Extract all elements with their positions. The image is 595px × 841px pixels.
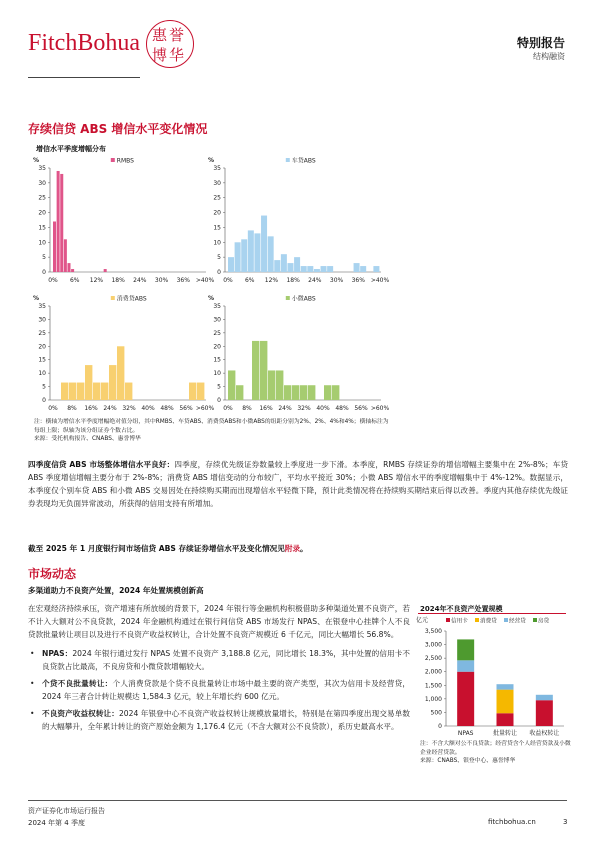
histogram-bar <box>236 385 243 400</box>
x-tick-label: 24% <box>278 405 292 412</box>
seal-logo <box>146 20 196 70</box>
y-tick-label: 20 <box>213 209 221 217</box>
legend-label: 房贷 <box>538 618 550 625</box>
y-tick-label: 15 <box>213 224 221 232</box>
section-subtitle: 多渠道助力不良资产处置，2024 年处置规模创新高 <box>28 586 204 595</box>
x-tick-label: 24% <box>308 277 322 284</box>
seal-text-top: 惠誉 <box>152 26 187 44</box>
y-tick-label: 5 <box>217 383 221 391</box>
footer-period: 2024 年第 4 季度 <box>28 819 85 827</box>
y-tick-label: 3,500 <box>424 628 442 635</box>
histogram-bar <box>321 266 327 272</box>
footer-divider <box>28 800 567 801</box>
x-tick-label: 32% <box>122 405 136 412</box>
report-subtitle: 结构融资 <box>533 52 565 61</box>
histogram-bar <box>125 383 132 400</box>
bullet-text: 个人消费贷款是个贷不良批量转让市场中最主要的资产类型，其次为信用卡及经营贷，2024 年三者合计转让规模达 1,584.3 亿元，较上年增长约 600 亿元。 <box>42 679 410 701</box>
paragraph-q4-summary <box>28 458 568 510</box>
y-tick-label: 25 <box>38 329 46 337</box>
histogram-bar <box>77 383 84 400</box>
figure-title: 增信水平季度增幅分布 <box>36 145 106 153</box>
histogram-bar <box>314 269 320 272</box>
y-tick-label: 30 <box>213 316 221 324</box>
x-tick-label: 12% <box>264 277 279 284</box>
bullet-lead: 个贷不良批量转让： <box>42 679 113 688</box>
x-tick-label: 36% <box>176 277 190 284</box>
y-tick-label: 1,000 <box>424 695 442 703</box>
legend-swatch <box>475 618 479 622</box>
y-tick-label: 0 <box>42 397 46 404</box>
legend-label: 消费贷 <box>480 618 497 625</box>
x-tick-label: 16% <box>259 405 273 412</box>
legend-label: RMBS <box>116 157 134 165</box>
x-tick-label: 40% <box>141 405 155 412</box>
bar-chart-note <box>420 740 572 766</box>
appendix-link[interactable]: 附录 <box>284 544 301 553</box>
bar-chart-title: 2024年不良资产处置规模 <box>420 605 503 613</box>
histogram-bar <box>228 370 235 400</box>
y-tick-label: 1,500 <box>424 682 442 690</box>
legend-swatch <box>286 296 290 300</box>
histogram-bar <box>294 257 300 272</box>
footer-report-name: 资产证券化市场运行报告 <box>28 807 105 815</box>
y-tick-label: 25 <box>213 329 221 337</box>
histogram-bar <box>228 257 234 272</box>
x-tick-label: 8% <box>242 405 252 412</box>
stacked-bar-chart-npl <box>412 614 572 738</box>
histogram-bar <box>281 254 287 272</box>
y-tick-label: 20 <box>213 343 221 351</box>
histogram-bar <box>109 365 116 400</box>
stacked-bar-segment <box>497 690 514 714</box>
histogram-bar <box>235 242 241 272</box>
x-tick-label: 48% <box>160 405 174 412</box>
histogram-bar <box>85 365 92 400</box>
histogram-bar <box>57 171 60 272</box>
x-tick-label: 30% <box>154 277 169 284</box>
section-title-credit-enhancement: 存续信贷 ABS 增信水平变化情况 <box>28 122 208 136</box>
histogram-bar <box>64 239 67 272</box>
legend-label: 消费贷ABS <box>116 295 147 303</box>
legend-label: 小微ABS <box>291 295 316 303</box>
x-tick-label: 32% <box>297 405 311 412</box>
y-tick-label: 5 <box>217 254 221 262</box>
histogram-bar <box>254 233 260 272</box>
legend-label: 信用卡 <box>451 618 468 625</box>
histogram-bar <box>69 383 76 400</box>
bullet-text: 2024 年银行通过发行 NPAS 处置不良资产 3,188.8 亿元，同比增长 18.3%，其中处置的信用卡不良贷款占比最高，不良房贷和小微贷款增幅较大。 <box>42 649 410 671</box>
seal-text-bottom: 博华 <box>152 46 187 64</box>
histogram-bar <box>53 221 56 272</box>
x-category-label: 收益权转让 <box>529 730 560 737</box>
y-tick-label: 25 <box>38 194 46 202</box>
y-tick-label: 10 <box>213 370 221 378</box>
histogram-bar <box>197 383 204 400</box>
figure-note-text: 注：横轴为增信水平季度增幅绝对值分组，其中RMBS、车贷ABS、消费贷ABS和小微ABS的组距分别为2%、2%、4%和4%；横轴标注为每组上限；纵轴为该分组证券个数占比。 <box>34 419 389 434</box>
histogram-bar <box>360 266 366 272</box>
y-tick-label: 30 <box>38 179 46 187</box>
figure-source: 来源：受托机构报告、CNABS、惠誉博华 <box>34 436 141 442</box>
histogram-bar <box>189 383 196 400</box>
histogram-bar <box>60 174 63 272</box>
y-unit-label: % <box>33 157 40 164</box>
x-tick-label: >60% <box>370 405 390 412</box>
stacked-bar-segment <box>457 639 474 660</box>
x-tick-label: 40% <box>316 405 330 412</box>
x-tick-label: 0% <box>48 405 58 412</box>
x-tick-label: 8% <box>67 405 77 412</box>
histogram-bar <box>324 385 331 400</box>
histogram-bar <box>308 385 315 400</box>
y-unit-label: 亿元 <box>416 617 429 624</box>
y-tick-label: 2,000 <box>424 668 442 676</box>
x-tick-label: 24% <box>133 277 147 284</box>
x-tick-label: 12% <box>89 277 104 284</box>
section-title-market-dynamics: 市场动态 <box>28 567 77 581</box>
fitchbohua-logo: FitchBohua <box>28 30 140 56</box>
histogram-bar <box>274 260 280 272</box>
list-item <box>28 647 410 673</box>
y-tick-label: 15 <box>38 356 46 364</box>
y-tick-label: 5 <box>42 383 46 391</box>
y-tick-label: 10 <box>38 239 46 247</box>
y-tick-label: 500 <box>430 709 442 717</box>
histogram-bar <box>300 385 307 400</box>
market-text <box>28 602 410 737</box>
x-tick-label: 30% <box>329 277 344 284</box>
y-tick-label: 10 <box>213 239 221 247</box>
paragraph-lead: 四季度信贷 ABS 市场整体增信水平良好： <box>28 460 175 469</box>
x-tick-label: 16% <box>84 405 98 412</box>
histogram-bar <box>93 383 100 400</box>
bullet-lead: NPAS： <box>42 649 73 658</box>
paragraph-text: 四季度，存续优先级证券数量较上季度进一步下滑。本季度，RMBS 存续证券的增信增幅主要集中在 2%-8%；车贷 ABS 季度增信增幅主要分布于 2%-8%；消费贷 ABS 增信变动的分布较广，平均水平接近 30%；小微 ABS 增信水平的季度增幅集中于 4%-12%。数据显示，本季度仅个别车贷 ABS 和小微 ABS 交易因处在持续购买期而出现增信水平轻微下降，预计此类情况将在持续购买期结束后得以改善。季度内其他存续优先级证券表现均无负面异常波动，所获得的信用支持有所增加。 <box>28 460 568 508</box>
stacked-bar-segment <box>457 672 474 726</box>
histogram-bar <box>71 269 74 272</box>
x-tick-label: 0% <box>223 405 233 412</box>
y-tick-label: 25 <box>213 194 221 202</box>
histogram-bar <box>373 266 379 272</box>
paragraph-appendix-ref <box>28 542 568 555</box>
paragraph-end: 。 <box>300 544 308 553</box>
y-tick-label: 0 <box>217 397 221 404</box>
histogram-sme-abs <box>205 290 390 420</box>
histogram-bar <box>260 341 267 400</box>
figure-note <box>34 418 394 444</box>
histogram-bar <box>67 263 70 272</box>
stacked-bar-segment <box>497 684 514 689</box>
x-tick-label: 48% <box>335 405 349 412</box>
x-tick-label: 36% <box>351 277 365 284</box>
stacked-bar-segment <box>536 695 553 700</box>
y-tick-label: 0 <box>217 269 221 276</box>
x-tick-label: 18% <box>111 277 125 284</box>
legend-swatch <box>111 158 115 162</box>
histogram-rmbs <box>30 152 215 292</box>
histogram-auto-abs <box>205 152 390 292</box>
legend-label: 经营贷 <box>509 618 526 625</box>
y-tick-label: 0 <box>438 723 442 730</box>
x-tick-label: 6% <box>244 277 255 284</box>
x-tick-label: >40% <box>370 277 390 284</box>
x-tick-label: >40% <box>195 277 215 284</box>
legend-swatch <box>286 158 290 162</box>
x-category-label: 批量转让 <box>492 730 518 737</box>
histogram-bar <box>332 385 339 400</box>
histogram-bar <box>284 385 291 400</box>
bar-chart-source: 来源：CNABS、银登中心、惠誉博华 <box>420 758 516 764</box>
histogram-bar <box>101 383 108 400</box>
y-tick-label: 2,500 <box>424 655 442 663</box>
x-tick-label: 0% <box>223 277 233 284</box>
report-title: 特别报告 <box>516 36 565 50</box>
y-unit-label: % <box>208 157 215 164</box>
y-tick-label: 20 <box>38 343 46 351</box>
stacked-bar-segment <box>497 713 514 726</box>
y-unit-label: % <box>33 295 40 302</box>
x-tick-label: 56% <box>354 405 368 412</box>
market-intro: 在宏观经济持续承压，资产增速有所放缓的背景下，2024 年银行等金融机构积极借助多种渠道处置不良资产，若不计入大额对公不良贷款，2024 年金融机构通过在银行间信贷 ABS 市场发行 NPAS、在银登中心挂牌个人不良贷款批量转让项目以及进行不良资产收益权转让，合计处置不良资产规模近 6 千亿元，同比大幅增长 56.8%。 <box>28 604 410 639</box>
y-tick-label: 20 <box>38 209 46 217</box>
list-item <box>28 707 410 733</box>
y-tick-label: 3,000 <box>424 641 442 649</box>
x-tick-label: >60% <box>195 405 215 412</box>
y-tick-label: 30 <box>213 179 221 187</box>
histogram-bar <box>327 266 333 272</box>
footer-website[interactable]: fitchbohua.cn <box>488 818 536 826</box>
legend-swatch <box>533 618 537 622</box>
x-tick-label: 0% <box>48 277 58 284</box>
histogram-bar <box>354 263 360 272</box>
y-tick-label: 35 <box>38 303 46 310</box>
histogram-bar <box>268 236 274 272</box>
histogram-bar <box>268 370 275 400</box>
legend-swatch <box>446 618 450 622</box>
legend-swatch <box>504 618 508 622</box>
stacked-bar-segment <box>457 660 474 671</box>
page-number: 3 <box>563 818 568 826</box>
y-tick-label: 35 <box>38 165 46 172</box>
histogram-bar <box>307 266 313 272</box>
bullet-text: 2024 年银登中心不良资产收益权转让规模放量增长，特别是在第四季度出现交易单数的大幅攀升，全年累计转让的资产原始金额为 1,176.4 亿元（不含大额对公不良贷款），系历史最高水平。 <box>42 709 410 731</box>
y-tick-label: 5 <box>42 254 46 262</box>
y-tick-label: 15 <box>213 356 221 364</box>
x-tick-label: 56% <box>179 405 193 412</box>
bullet-lead: 不良资产收益权转让： <box>42 709 119 718</box>
histogram-bar <box>248 230 254 272</box>
y-tick-label: 30 <box>38 316 46 324</box>
list-item <box>28 677 410 703</box>
x-category-label: NPAS <box>457 730 474 737</box>
y-tick-label: 35 <box>213 165 221 172</box>
y-tick-label: 35 <box>213 303 221 310</box>
y-tick-label: 15 <box>38 224 46 232</box>
histogram-bar <box>261 216 267 272</box>
legend-label: 车贷ABS <box>291 157 316 165</box>
histogram-bar <box>61 383 68 400</box>
paragraph-lead: 截至 2025 年 1 月度银行间市场信贷 ABS 存续证券增信水平及变化情况见 <box>28 544 285 553</box>
x-tick-label: 6% <box>69 277 80 284</box>
header-divider <box>28 77 140 78</box>
histogram-bar <box>252 341 259 400</box>
legend-swatch <box>111 296 115 300</box>
histogram-bar <box>117 346 124 400</box>
histogram-consumer-abs <box>30 290 215 420</box>
bar-chart-note-text: 注：不含大额对公不良贷款；经营贷含个人经营贷款及小微企业经营贷款。 <box>420 741 571 756</box>
x-tick-label: 24% <box>103 405 117 412</box>
histogram-bar <box>241 239 247 272</box>
histogram-bar <box>292 385 299 400</box>
y-unit-label: % <box>208 295 215 302</box>
stacked-bar-segment <box>536 700 553 726</box>
histogram-bar <box>104 269 107 272</box>
histogram-bar <box>287 263 293 272</box>
y-tick-label: 0 <box>42 269 46 276</box>
histogram-bar <box>301 266 307 272</box>
x-tick-label: 18% <box>286 277 300 284</box>
y-tick-label: 10 <box>38 370 46 378</box>
histogram-bar <box>276 370 283 400</box>
